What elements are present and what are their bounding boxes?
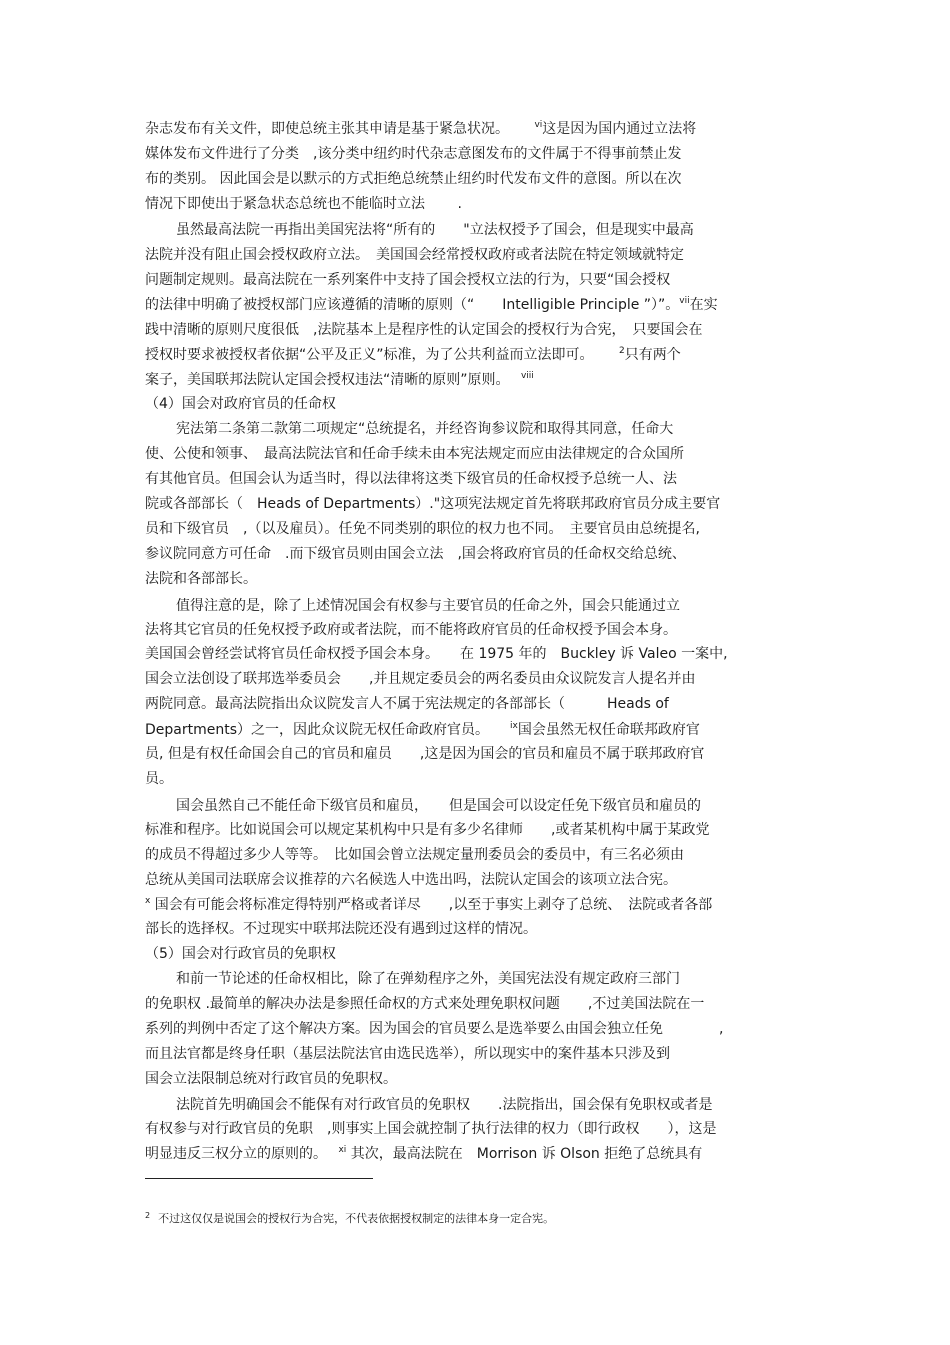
text-line: 法院并没有阻止国会授权政府立法。 美国国会经常授权政府或者法院在特定领域就特定 [145, 247, 684, 263]
text-line: 总统从美国司法联席会议推荐的六名候选人中选出吗，法院认定国会的该项立法合宪。 [145, 872, 677, 888]
text-line: 的免职权 .最简单的解决办法是参照任命权的方式来处理免职权问题 ,不过美国法院在一 [145, 996, 705, 1012]
endnote-mark: x [145, 896, 151, 906]
text-line: 情况下即使出于紧急状态总统也不能临时立法 . [145, 196, 462, 212]
text-line: 两院同意。最高法院指出众议院发言人不属于宪法规定的各部部长（ Heads of [145, 696, 669, 712]
section-heading: （4）国会对政府官员的任命权 [145, 396, 336, 412]
footnote-mark: 2 [145, 1211, 151, 1220]
text-line: 院或各部部长（ Heads of Departments）."这项宪法规定首先将联邦政府官员分成主要官 [145, 496, 721, 512]
endnote-mark: ix [510, 721, 518, 731]
text-line: 法院首先明确国会不能保有对行政官员的免职权 .法院指出，国会保有免职权或者是 [176, 1097, 713, 1113]
text-line: 国会立法创设了联邦选举委员会 ,并且规定委员会的两名委员由众议院发言人提名并由 [145, 671, 696, 687]
endnote-mark: viii [520, 371, 534, 381]
text-line: 案子，美国联邦法院认定国会授权违法“清晰的原则”原则。 $^{viii}$ [145, 371, 534, 388]
text-line: 授权时要求被授权者依据“公平及正义”标准，为了公共利益而立法即可。 $^2$只有两个 [145, 346, 681, 363]
text-line: 问题制定规则。最高法院在一系列案件中支持了国会授权立法的行为，只要“国会授权 [145, 272, 671, 288]
endnote-mark: xi [338, 1145, 347, 1155]
text-line: 明显违反三权分立的原则的。 $^{xi}$ 其次，最高法院在 Morrison 诉 Olson 拒绝了总统具有 [145, 1145, 703, 1162]
text-line: 员, 但是有权任命国会自己的官员和雇员 ,这是因为国会的官员和雇员不属于联邦政府官 [145, 746, 705, 762]
text-line: 有其他官员。但国会认为适当时，得以法律将这类下级官员的任命权授予总统一人、法 [145, 471, 677, 487]
text-line: 法将其它官员的任免权授予政府或者法院，而不能将政府官员的任命权授予国会本身。 [145, 622, 677, 638]
text-line: 而且法官都是终身任职（基层法院法官由选民选举），所以现实中的案件基本只涉及到 [145, 1046, 670, 1062]
text-line: 和前一节论述的任命权相比，除了在弹劾程序之外，美国宪法没有规定政府三部门 [176, 971, 680, 987]
footnote-ref[interactable]: 2 [618, 346, 625, 356]
text-line: $^x$ 国会有可能会将标准定得特别严格或者详尽 ,以至于事实上剥夺了总统、 法院或者各部 [145, 896, 713, 913]
text-line: 践中清晰的原则尺度很低 ,法院基本上是程序性的认定国会的授权行为合宪， 只要国会在 [145, 322, 703, 338]
footnote-divider [145, 1178, 373, 1179]
text-line: 布的类别。 因此国会是以默示的方式拒绝总统禁止纽约时代发布文件的意图。所以在次 [145, 171, 682, 187]
text-line: 标准和程序。比如说国会可以规定某机构中只是有多少名律师 ,或者某机构中属于某政党 [145, 822, 710, 838]
text-line: 员和下级官员 ,（以及雇员）。任免不同类别的职位的权力也不同。 主要官员由总统提名, [145, 521, 700, 537]
endnote-mark: vii [679, 296, 690, 306]
text-line: 使、公使和领事、 最高法院法官和任命手续未由本宪法规定而应由法律规定的合众国所 [145, 446, 684, 462]
text-line: 系列的判例中否定了这个解决方案。因为国会的官员要么是选举要么由国会独立任免 , [145, 1021, 724, 1037]
text-line: 虽然最高法院一再指出美国宪法将“所有的 "立法权授予了国会，但是现实中最高 [176, 222, 694, 238]
text-line: 的法律中明确了被授权部门应该遵循的清晰的原则（“ Intelligible Principle ”）”。$^{vii}$在实 [145, 296, 718, 313]
text-line: 有权参与对行政官员的免职 ,则事实上国会就控制了执行法律的权力（即行政权 ），这是 [145, 1121, 717, 1137]
text-line: 国会立法限制总统对行政官员的免职权。 [145, 1071, 397, 1087]
text-line: 法院和各部部长。 [145, 571, 257, 587]
text-line: 参议院同意方可任命 .而下级官员则由国会立法 ,国会将政府官员的任命权交给总统、 [145, 546, 686, 562]
text-line: 媒体发布文件进行了分类 ,该分类中纽约时代杂志意图发布的文件属于不得事前禁止发 [145, 146, 682, 162]
text-line: 员。 [145, 771, 173, 787]
text-line: 的成员不得超过多少人等等。 比如国会曾立法规定量刑委员会的委员中，有三名必须由 [145, 847, 684, 863]
text-line: 宪法第二条第二款第二项规定“总统提名，并经咨询参议院和取得其同意，任命大 [176, 421, 674, 437]
footnote [145, 1212, 554, 1227]
text-line: 国会虽然自己不能任命下级官员和雇员， 但是国会可以设定任免下级官员和雇员的 [176, 798, 701, 814]
endnote-mark: vi [534, 120, 543, 130]
section-heading: （5）国会对行政官员的免职权 [145, 946, 336, 962]
text-line: 美国国会曾经尝试将官员任命权授予国会本身。 在 1975 年的 Buckley 诉 Valeo 一案中, [145, 646, 728, 662]
text-line: 杂志发布有关文件，即使总统主张其申请是基于紧急状况。 $^{vi}$这是因为国内通过立法将 [145, 120, 697, 137]
text-line: 值得注意的是，除了上述情况国会有权参与主要官员的任命之外，国会只能通过立 [176, 598, 680, 614]
text-line: Departments）之一，因此众议院无权任命政府官员。 $^{ix}$国会虽然无权任命联邦政府官 [145, 721, 700, 738]
footnote-text: 不过这仅仅是说国会的授权行为合宪，不代表依据授权制定的法律本身一定合宪。 [158, 1212, 555, 1225]
text-line: 部长的选择权。不过现实中联邦法院还没有遇到过这样的情况。 [145, 921, 537, 937]
